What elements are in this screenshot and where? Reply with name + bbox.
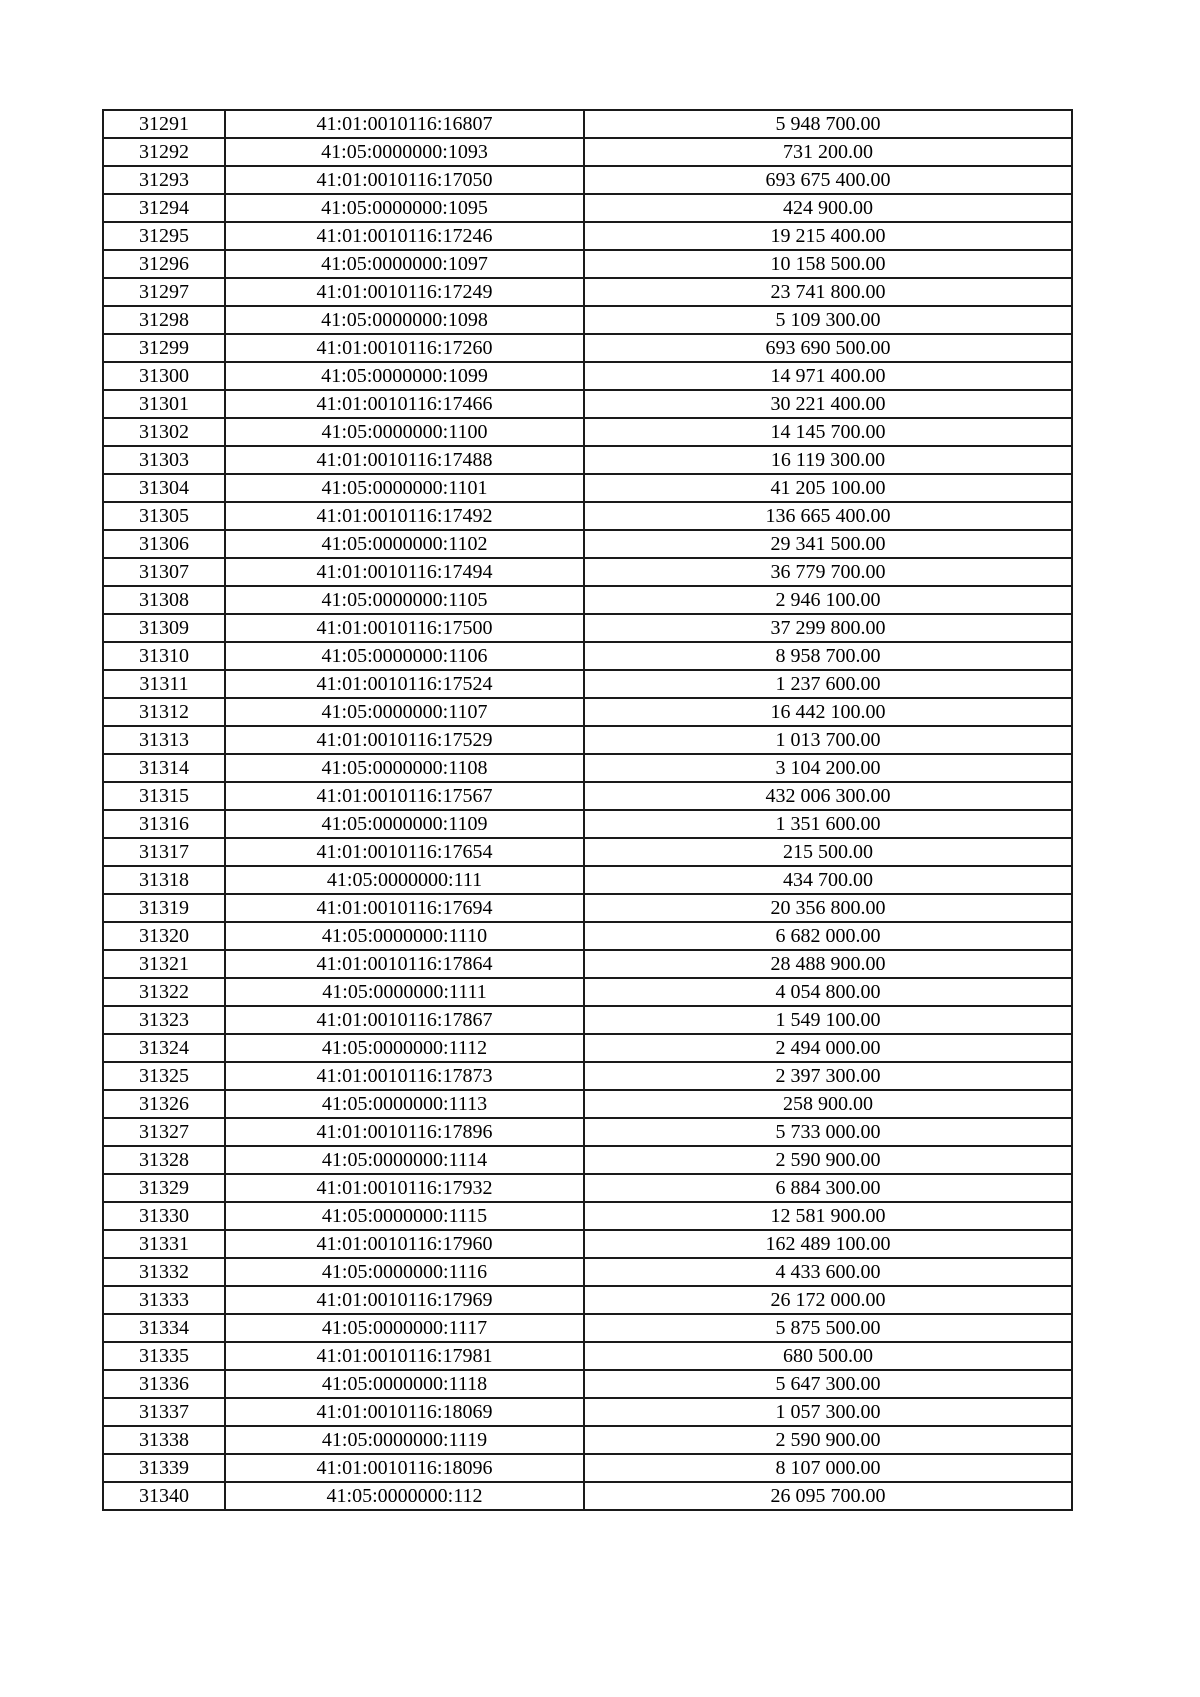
cadastral-value-cell: 5 875 500.00 — [584, 1314, 1072, 1342]
table-row — [103, 502, 1072, 530]
table-row — [103, 1398, 1072, 1426]
cadastral-number-cell: 41:05:0000000:1099 — [225, 362, 584, 390]
cadastral-value-cell: 29 341 500.00 — [584, 530, 1072, 558]
cadastral-value-cell: 6 884 300.00 — [584, 1174, 1072, 1202]
table-row — [103, 642, 1072, 670]
cadastral-value-cell: 2 494 000.00 — [584, 1034, 1072, 1062]
table-row — [103, 1202, 1072, 1230]
cadastral-value-cell: 258 900.00 — [584, 1090, 1072, 1118]
cadastral-value-cell: 680 500.00 — [584, 1342, 1072, 1370]
row-number-cell: 31308 — [103, 586, 225, 614]
table-row — [103, 334, 1072, 362]
cadastral-number-cell: 41:01:0010116:17260 — [225, 334, 584, 362]
table-row — [103, 1118, 1072, 1146]
row-number-cell: 31323 — [103, 1006, 225, 1034]
row-number-cell: 31296 — [103, 250, 225, 278]
cadastral-value-cell: 5 733 000.00 — [584, 1118, 1072, 1146]
cadastral-value-cell: 28 488 900.00 — [584, 950, 1072, 978]
cadastral-value-cell: 16 119 300.00 — [584, 446, 1072, 474]
cadastral-number-cell: 41:05:0000000:1114 — [225, 1146, 584, 1174]
row-number-cell: 31313 — [103, 726, 225, 754]
cadastral-value-cell: 19 215 400.00 — [584, 222, 1072, 250]
cadastral-value-cell: 162 489 100.00 — [584, 1230, 1072, 1258]
table-row — [103, 530, 1072, 558]
cadastral-value-cell: 16 442 100.00 — [584, 698, 1072, 726]
row-number-cell: 31338 — [103, 1426, 225, 1454]
cadastral-value-cell: 1 057 300.00 — [584, 1398, 1072, 1426]
row-number-cell: 31310 — [103, 642, 225, 670]
row-number-cell: 31315 — [103, 782, 225, 810]
table-row — [103, 782, 1072, 810]
cadastral-value-cell: 693 690 500.00 — [584, 334, 1072, 362]
cadastral-number-cell: 41:05:0000000:1119 — [225, 1426, 584, 1454]
cadastral-number-cell: 41:01:0010116:17466 — [225, 390, 584, 418]
cadastral-value-cell: 215 500.00 — [584, 838, 1072, 866]
row-number-cell: 31330 — [103, 1202, 225, 1230]
cadastral-number-cell: 41:01:0010116:17524 — [225, 670, 584, 698]
row-number-cell: 31312 — [103, 698, 225, 726]
cadastral-number-cell: 41:05:0000000:1107 — [225, 698, 584, 726]
row-number-cell: 31333 — [103, 1286, 225, 1314]
table-row — [103, 1034, 1072, 1062]
row-number-cell: 31299 — [103, 334, 225, 362]
table-row — [103, 922, 1072, 950]
row-number-cell: 31292 — [103, 138, 225, 166]
table-row — [103, 222, 1072, 250]
cadastral-value-cell: 4 054 800.00 — [584, 978, 1072, 1006]
table-row — [103, 1006, 1072, 1034]
row-number-cell: 31321 — [103, 950, 225, 978]
table-row — [103, 250, 1072, 278]
cadastral-number-cell: 41:01:0010116:17492 — [225, 502, 584, 530]
cadastral-number-cell: 41:05:0000000:1100 — [225, 418, 584, 446]
row-number-cell: 31320 — [103, 922, 225, 950]
cadastral-number-cell: 41:05:0000000:1105 — [225, 586, 584, 614]
table-row — [103, 306, 1072, 334]
cadastral-value-cell: 36 779 700.00 — [584, 558, 1072, 586]
cadastral-number-cell: 41:01:0010116:17488 — [225, 446, 584, 474]
cadastral-value-cell: 41 205 100.00 — [584, 474, 1072, 502]
table-row — [103, 894, 1072, 922]
cadastral-number-cell: 41:05:0000000:111 — [225, 866, 584, 894]
cadastral-value-cell: 434 700.00 — [584, 866, 1072, 894]
cadastral-value-cell: 26 172 000.00 — [584, 1286, 1072, 1314]
cadastral-number-cell: 41:01:0010116:17529 — [225, 726, 584, 754]
cadastral-number-cell: 41:01:0010116:17864 — [225, 950, 584, 978]
table-row — [103, 1482, 1072, 1510]
table-row — [103, 950, 1072, 978]
row-number-cell: 31325 — [103, 1062, 225, 1090]
cadastral-number-cell: 41:01:0010116:17246 — [225, 222, 584, 250]
cadastral-value-cell: 1 351 600.00 — [584, 810, 1072, 838]
cadastral-value-cell: 10 158 500.00 — [584, 250, 1072, 278]
table-row — [103, 1174, 1072, 1202]
table-row — [103, 698, 1072, 726]
cadastral-number-cell: 41:01:0010116:17694 — [225, 894, 584, 922]
row-number-cell: 31327 — [103, 1118, 225, 1146]
cadastral-number-cell: 41:05:0000000:112 — [225, 1482, 584, 1510]
cadastral-number-cell: 41:05:0000000:1109 — [225, 810, 584, 838]
row-number-cell: 31304 — [103, 474, 225, 502]
row-number-cell: 31298 — [103, 306, 225, 334]
cadastral-value-cell: 2 946 100.00 — [584, 586, 1072, 614]
cadastral-value-cell: 26 095 700.00 — [584, 1482, 1072, 1510]
cadastral-number-cell: 41:05:0000000:1112 — [225, 1034, 584, 1062]
table-row — [103, 1062, 1072, 1090]
row-number-cell: 31317 — [103, 838, 225, 866]
table-row — [103, 446, 1072, 474]
cadastral-value-cell: 30 221 400.00 — [584, 390, 1072, 418]
cadastral-number-cell: 41:05:0000000:1106 — [225, 642, 584, 670]
cadastral-value-cell: 1 237 600.00 — [584, 670, 1072, 698]
table-row — [103, 1454, 1072, 1482]
table-row — [103, 1146, 1072, 1174]
table-row — [103, 1230, 1072, 1258]
cadastral-value-cell: 14 971 400.00 — [584, 362, 1072, 390]
row-number-cell: 31294 — [103, 194, 225, 222]
cadastral-number-cell: 41:01:0010116:17896 — [225, 1118, 584, 1146]
cadastral-number-cell: 41:01:0010116:17969 — [225, 1286, 584, 1314]
row-number-cell: 31340 — [103, 1482, 225, 1510]
cadastral-number-cell: 41:01:0010116:17960 — [225, 1230, 584, 1258]
table-row — [103, 138, 1072, 166]
table-row — [103, 586, 1072, 614]
cadastral-number-cell: 41:05:0000000:1102 — [225, 530, 584, 558]
cadastral-value-cell: 37 299 800.00 — [584, 614, 1072, 642]
cadastral-value-cell: 424 900.00 — [584, 194, 1072, 222]
table-row — [103, 1426, 1072, 1454]
cadastral-number-cell: 41:05:0000000:1097 — [225, 250, 584, 278]
table-row — [103, 418, 1072, 446]
cadastral-value-cell: 2 397 300.00 — [584, 1062, 1072, 1090]
cadastral-value-cell: 6 682 000.00 — [584, 922, 1072, 950]
table-row — [103, 166, 1072, 194]
row-number-cell: 31319 — [103, 894, 225, 922]
table-row — [103, 558, 1072, 586]
row-number-cell: 31322 — [103, 978, 225, 1006]
cadastral-number-cell: 41:01:0010116:17050 — [225, 166, 584, 194]
row-number-cell: 31316 — [103, 810, 225, 838]
cadastral-number-cell: 41:05:0000000:1113 — [225, 1090, 584, 1118]
row-number-cell: 31318 — [103, 866, 225, 894]
row-number-cell: 31302 — [103, 418, 225, 446]
cadastral-value-cell: 5 948 700.00 — [584, 110, 1072, 138]
cadastral-value-cell: 731 200.00 — [584, 138, 1072, 166]
cadastral-number-cell: 41:01:0010116:18096 — [225, 1454, 584, 1482]
cadastral-number-cell: 41:05:0000000:1093 — [225, 138, 584, 166]
cadastral-value-cell: 20 356 800.00 — [584, 894, 1072, 922]
row-number-cell: 31291 — [103, 110, 225, 138]
row-number-cell: 31331 — [103, 1230, 225, 1258]
table-row — [103, 1258, 1072, 1286]
cadastral-value-cell: 2 590 900.00 — [584, 1426, 1072, 1454]
row-number-cell: 31326 — [103, 1090, 225, 1118]
table-row — [103, 194, 1072, 222]
table-row — [103, 1286, 1072, 1314]
table-row — [103, 614, 1072, 642]
table-row — [103, 838, 1072, 866]
cadastral-number-cell: 41:01:0010116:17249 — [225, 278, 584, 306]
cadastral-number-cell: 41:05:0000000:1095 — [225, 194, 584, 222]
table-row — [103, 390, 1072, 418]
cadastral-number-cell: 41:01:0010116:17873 — [225, 1062, 584, 1090]
table-row — [103, 1342, 1072, 1370]
cadastral-number-cell: 41:01:0010116:17867 — [225, 1006, 584, 1034]
row-number-cell: 31306 — [103, 530, 225, 558]
cadastral-value-cell: 1 013 700.00 — [584, 726, 1072, 754]
table-row — [103, 866, 1072, 894]
row-number-cell: 31328 — [103, 1146, 225, 1174]
row-number-cell: 31301 — [103, 390, 225, 418]
row-number-cell: 31305 — [103, 502, 225, 530]
cadastral-number-cell: 41:01:0010116:18069 — [225, 1398, 584, 1426]
table-row — [103, 362, 1072, 390]
table-row — [103, 978, 1072, 1006]
cadastral-value-table — [102, 109, 1073, 1511]
cadastral-value-cell: 12 581 900.00 — [584, 1202, 1072, 1230]
cadastral-number-cell: 41:05:0000000:1116 — [225, 1258, 584, 1286]
cadastral-number-cell: 41:01:0010116:17494 — [225, 558, 584, 586]
cadastral-number-cell: 41:01:0010116:17981 — [225, 1342, 584, 1370]
table-row — [103, 1314, 1072, 1342]
cadastral-value-cell: 432 006 300.00 — [584, 782, 1072, 810]
cadastral-number-cell: 41:05:0000000:1111 — [225, 978, 584, 1006]
cadastral-value-cell: 14 145 700.00 — [584, 418, 1072, 446]
cadastral-number-cell: 41:05:0000000:1110 — [225, 922, 584, 950]
cadastral-number-cell: 41:01:0010116:17500 — [225, 614, 584, 642]
row-number-cell: 31332 — [103, 1258, 225, 1286]
row-number-cell: 31334 — [103, 1314, 225, 1342]
row-number-cell: 31303 — [103, 446, 225, 474]
table-body — [103, 110, 1072, 1510]
cadastral-number-cell: 41:01:0010116:17932 — [225, 1174, 584, 1202]
table-row — [103, 810, 1072, 838]
row-number-cell: 31295 — [103, 222, 225, 250]
cadastral-number-cell: 41:05:0000000:1117 — [225, 1314, 584, 1342]
cadastral-value-cell: 23 741 800.00 — [584, 278, 1072, 306]
cadastral-value-cell: 1 549 100.00 — [584, 1006, 1072, 1034]
cadastral-number-cell: 41:05:0000000:1118 — [225, 1370, 584, 1398]
table-row — [103, 110, 1072, 138]
row-number-cell: 31297 — [103, 278, 225, 306]
table-row — [103, 1370, 1072, 1398]
table-row — [103, 754, 1072, 782]
cadastral-value-cell: 3 104 200.00 — [584, 754, 1072, 782]
cadastral-value-cell: 5 647 300.00 — [584, 1370, 1072, 1398]
cadastral-number-cell: 41:05:0000000:1115 — [225, 1202, 584, 1230]
cadastral-number-cell: 41:01:0010116:17567 — [225, 782, 584, 810]
row-number-cell: 31339 — [103, 1454, 225, 1482]
cadastral-number-cell: 41:05:0000000:1108 — [225, 754, 584, 782]
cadastral-value-cell: 136 665 400.00 — [584, 502, 1072, 530]
row-number-cell: 31329 — [103, 1174, 225, 1202]
row-number-cell: 31309 — [103, 614, 225, 642]
row-number-cell: 31307 — [103, 558, 225, 586]
cadastral-value-cell: 5 109 300.00 — [584, 306, 1072, 334]
cadastral-number-cell: 41:05:0000000:1101 — [225, 474, 584, 502]
cadastral-number-cell: 41:01:0010116:16807 — [225, 110, 584, 138]
table-row — [103, 278, 1072, 306]
row-number-cell: 31324 — [103, 1034, 225, 1062]
row-number-cell: 31336 — [103, 1370, 225, 1398]
table-row — [103, 474, 1072, 502]
row-number-cell: 31300 — [103, 362, 225, 390]
cadastral-value-cell: 4 433 600.00 — [584, 1258, 1072, 1286]
row-number-cell: 31311 — [103, 670, 225, 698]
cadastral-value-cell: 693 675 400.00 — [584, 166, 1072, 194]
row-number-cell: 31337 — [103, 1398, 225, 1426]
cadastral-number-cell: 41:05:0000000:1098 — [225, 306, 584, 334]
row-number-cell: 31335 — [103, 1342, 225, 1370]
cadastral-value-cell: 8 107 000.00 — [584, 1454, 1072, 1482]
cadastral-value-cell: 2 590 900.00 — [584, 1146, 1072, 1174]
cadastral-number-cell: 41:01:0010116:17654 — [225, 838, 584, 866]
table-row — [103, 726, 1072, 754]
table-row — [103, 1090, 1072, 1118]
table-row — [103, 670, 1072, 698]
row-number-cell: 31293 — [103, 166, 225, 194]
row-number-cell: 31314 — [103, 754, 225, 782]
cadastral-value-cell: 8 958 700.00 — [584, 642, 1072, 670]
